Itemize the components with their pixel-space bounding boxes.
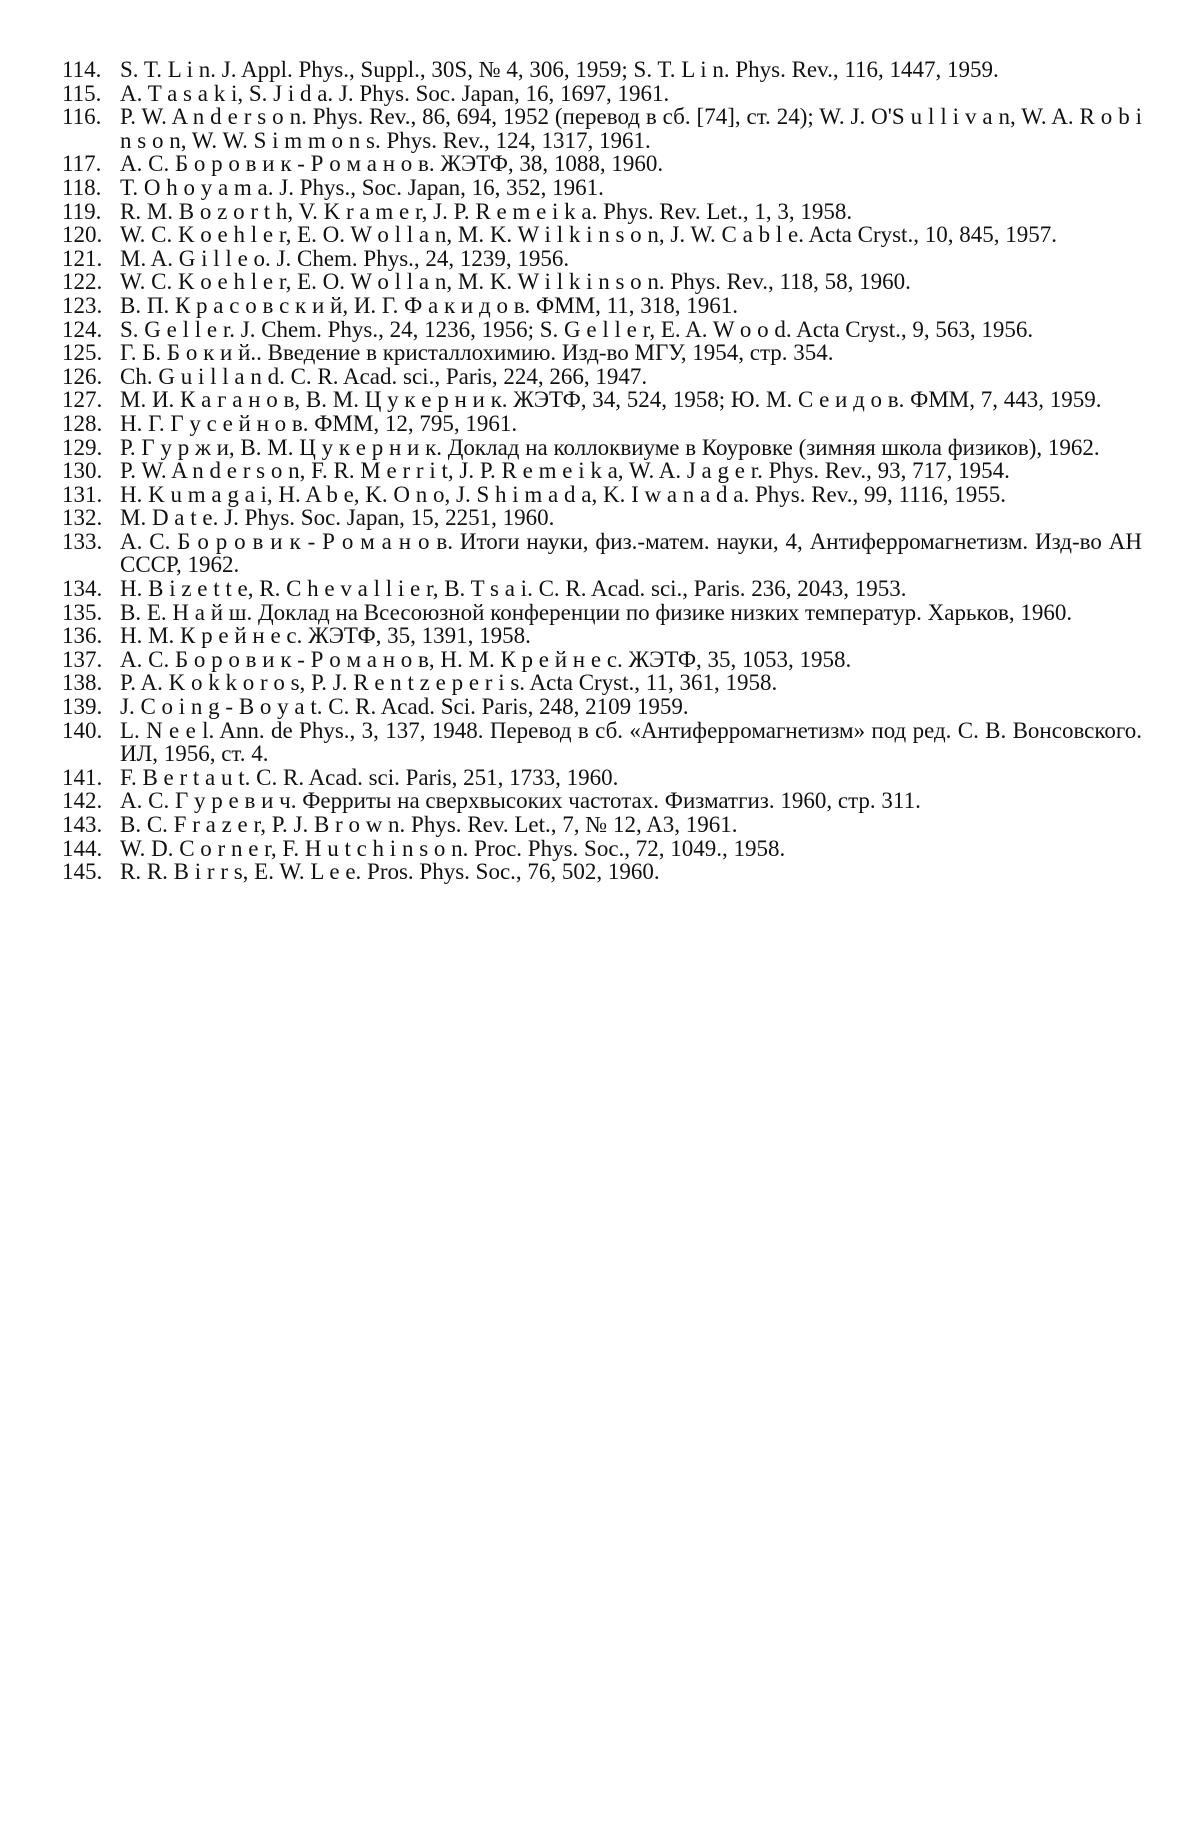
reference-text: R. M. B o z o r t h, V. K r a m e r, J. P. R e m e i k a. Phys. Rev. Let., 1, 3, 1958.: [120, 198, 853, 224]
reference-number: 124.: [62, 316, 103, 342]
reference-item: [62, 860, 1142, 884]
reference-text: P. W. A n d e r s o n, F. R. M e r r i t, J. P. R e m e i k a, W. A. J a g e r. Phys. Rev., 93, 717, 1954.: [120, 458, 1010, 484]
reference-number: 117.: [62, 151, 102, 177]
reference-text: S. T. L i n. J. Appl. Phys., Suppl., 30S, № 4, 306, 1959; S. T. L i n. Phys. Rev., 116, 1447, 1959.: [120, 57, 999, 82]
reference-item: [62, 176, 1142, 200]
reference-item: [62, 388, 1142, 412]
reference-text: Г. Б. Б о к и й.. Введение в кристаллохимию. Изд-во МГУ, 1954, стр. 354.: [120, 340, 834, 366]
reference-item: [62, 530, 1142, 577]
reference-item: [62, 813, 1142, 837]
reference-text: S. G e l l e r. J. Chem. Phys., 24, 1236, 1956; S. G e l l e r, E. A. W o o d. Acta Cryst., 9, 563, 1956.: [120, 316, 1034, 342]
reference-number: 119.: [62, 198, 102, 224]
reference-text: M. A. G i l l e o. J. Chem. Phys., 24, 1239, 1956.: [120, 245, 570, 271]
reference-text: А. С. Б о р о в и к - Р о м а н о в. Итоги науки, физ.-матем. науки, 4, Антиферромагнетизм. Изд-во АН СССР, 1962.: [120, 528, 1142, 578]
reference-text: А. С. Б о р о в и к - Р о м а н о в, Н. М. К р е й н е с. ЖЭТФ, 35, 1053, 1958.: [120, 646, 852, 672]
reference-text: F. B e r t a u t. C. R. Acad. sci. Paris, 251, 1733, 1960.: [120, 764, 619, 790]
reference-item: [62, 837, 1142, 861]
reference-text: W. D. C o r n e r, F. H u t c h i n s o n. Proc. Phys. Soc., 72, 1049., 1958.: [120, 835, 786, 861]
reference-number: 132.: [62, 505, 103, 531]
reference-item: [62, 695, 1142, 719]
reference-item: [62, 789, 1142, 813]
reference-item: [62, 58, 1142, 82]
reference-text: W. C. K o e h l e r, E. O. W o l l a n, M. K. W i l k i n s o n. Phys. Rev., 118, 58, 1960.: [120, 269, 911, 295]
reference-number: 114.: [62, 57, 102, 82]
reference-number: 141.: [62, 764, 103, 790]
reference-text: Н. Г. Г у с е й н о в. ФММ, 12, 795, 1961.: [120, 410, 518, 436]
reference-text: R. R. B i r r s, E. W. L e e. Pros. Phys. Soc., 76, 502, 1960.: [120, 859, 660, 885]
reference-text: Р. Г у р ж и, В. М. Ц у к е р н и к. Доклад на коллоквиуме в Коуровке (зимняя школа физиков), 1962.: [120, 434, 1100, 460]
reference-number: 134.: [62, 576, 103, 602]
reference-text: Н. М. К р е й н е с. ЖЭТФ, 35, 1391, 1958.: [120, 623, 531, 649]
reference-number: 145.: [62, 859, 103, 885]
reference-item: [62, 577, 1142, 601]
reference-number: 133.: [62, 528, 103, 554]
reference-number: 115.: [62, 80, 102, 106]
reference-item: [62, 483, 1142, 507]
reference-number: 127.: [62, 387, 103, 413]
reference-text: W. C. K o e h l e r, E. O. W o l l a n, M. K. W i l k i n s o n, J. W. C a b l e. Acta Cryst., 10, 845, 1957.: [120, 222, 1057, 248]
reference-item: [62, 624, 1142, 648]
reference-number: 126.: [62, 363, 103, 389]
reference-number: 130.: [62, 458, 103, 484]
reference-item: [62, 719, 1142, 766]
reference-text: В. П. К р а с о в с к и й, И. Г. Ф а к и д о в. ФММ, 11, 318, 1961.: [120, 292, 739, 318]
reference-item: [62, 436, 1142, 460]
reference-list: [62, 58, 1142, 884]
reference-item: [62, 105, 1142, 152]
reference-number: 121.: [62, 245, 103, 271]
reference-number: 138.: [62, 670, 103, 696]
reference-text: А. С. Г у р е в и ч. Ферриты на сверхвысоких частотах. Физматгиз. 1960, стр. 311.: [120, 788, 921, 814]
reference-item: [62, 270, 1142, 294]
reference-number: 144.: [62, 835, 103, 861]
reference-item: [62, 223, 1142, 247]
reference-text: J. C o i n g - B o y a t. C. R. Acad. Sci. Paris, 248, 2109 1959.: [120, 694, 689, 720]
reference-number: 137.: [62, 646, 103, 672]
reference-item: [62, 459, 1142, 483]
reference-text: В. Е. Н а й ш. Доклад на Всесоюзной конференции по физике низких температур. Харьков, 1960.: [120, 599, 1073, 625]
reference-number: 142.: [62, 788, 103, 814]
reference-text: H. B i z e t t e, R. C h e v a l l i e r, B. T s a i. C. R. Acad. sci., Paris. 236, 2043, 1953.: [120, 576, 907, 602]
reference-number: 116.: [62, 104, 102, 130]
reference-text: А. С. Б о р о в и к - Р о м а н о в. ЖЭТФ, 38, 1088, 1960.: [120, 151, 664, 177]
reference-text: Ch. G u i l l a n d. C. R. Acad. sci., Paris, 224, 266, 1947.: [120, 363, 648, 389]
reference-number: 136.: [62, 623, 103, 649]
reference-item: [62, 82, 1142, 106]
reference-text: L. N e e l. Ann. de Phys., 3, 137, 1948. Перевод в сб. «Антиферромагнетизм» под ред. С. В. Вонсовского. ИЛ, 1956, ст. 4.: [120, 717, 1142, 767]
reference-page: [62, 58, 1142, 884]
reference-item: [62, 247, 1142, 271]
reference-number: 118.: [62, 174, 102, 200]
reference-text: B. C. F r a z e r, P. J. B r o w n. Phys. Rev. Let., 7, № 12, A3, 1961.: [120, 812, 738, 837]
reference-item: [62, 412, 1142, 436]
reference-number: 143.: [62, 812, 103, 837]
reference-number: 125.: [62, 340, 103, 366]
reference-item: [62, 341, 1142, 365]
reference-number: 140.: [62, 717, 103, 743]
reference-number: 120.: [62, 222, 103, 248]
reference-text: М. И. К а г а н о в, В. М. Ц у к е р н и к. ЖЭТФ, 34, 524, 1958; Ю. М. С е и д о в. ФММ, 7, 443, 1959.: [120, 387, 1102, 413]
reference-item: [62, 648, 1142, 672]
reference-text: M. D a t e. J. Phys. Soc. Japan, 15, 2251, 1960.: [120, 505, 555, 531]
reference-item: [62, 601, 1142, 625]
reference-number: 139.: [62, 694, 103, 720]
reference-item: [62, 318, 1142, 342]
reference-item: [62, 294, 1142, 318]
reference-text: P. W. A n d e r s o n. Phys. Rev., 86, 694, 1952 (перевод в сб. [74], ст. 24); W. J. O'S u l l i v a n, W. A. R o b i n s o n, W. W. S i m m o n s. Phys. Rev., 124, 1317, 1961.: [120, 104, 1142, 153]
reference-text: P. A. K o k k o r o s, P. J. R e n t z e p e r i s. Acta Cryst., 11, 361, 1958.: [120, 670, 778, 696]
reference-item: [62, 200, 1142, 224]
reference-number: 128.: [62, 410, 103, 436]
reference-text: T. O h o y a m a. J. Phys., Soc. Japan, 16, 352, 1961.: [120, 174, 604, 200]
reference-text: H. K u m a g a i, H. A b e, K. O n o, J. S h i m a d a, K. I w a n a d a. Phys. Rev., 99, 1116, 1955.: [120, 481, 1007, 507]
reference-number: 122.: [62, 269, 103, 295]
reference-number: 129.: [62, 434, 103, 460]
reference-number: 135.: [62, 599, 103, 625]
reference-item: [62, 506, 1142, 530]
reference-item: [62, 766, 1142, 790]
reference-item: [62, 365, 1142, 389]
reference-item: [62, 671, 1142, 695]
reference-text: A. T a s a k i, S. J i d a. J. Phys. Soc. Japan, 16, 1697, 1961.: [120, 80, 670, 106]
reference-number: 131.: [62, 481, 103, 507]
reference-number: 123.: [62, 292, 103, 318]
reference-item: [62, 152, 1142, 176]
